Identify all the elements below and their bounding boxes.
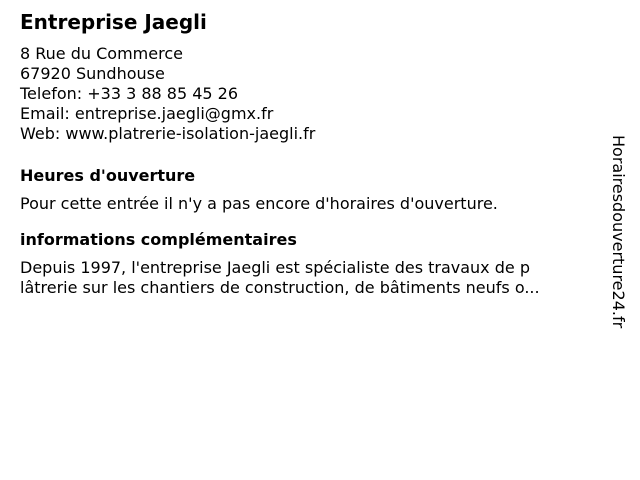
additional-info-line: lâtrerie sur les chantiers de construction, de bâtiments neufs o...: [20, 278, 540, 297]
opening-hours-line: Pour cette entrée il n'y a pas encore d'horaires d'ouverture.: [20, 194, 498, 213]
email-address: Email: entreprise.jaegli@gmx.fr: [20, 104, 274, 123]
website-address: Web: www.platrerie-isolation-jaegli.fr: [20, 124, 316, 143]
street-address: 8 Rue du Commerce: [20, 44, 183, 63]
additional-info-line: Depuis 1997, l'entreprise Jaegli est spécialiste des travaux de p: [20, 258, 530, 277]
phone-number: Telefon: +33 3 88 85 45 26: [20, 84, 239, 103]
address-block: [20, 44, 595, 144]
business-card: [20, 8, 595, 298]
city-postcode: 67920 Sundhouse: [20, 64, 165, 83]
opening-hours-text: [20, 194, 595, 214]
site-watermark: Horairesdouverture24.fr: [609, 135, 628, 329]
additional-info-heading: informations complémentaires: [20, 230, 297, 249]
opening-hours-heading: Heures d'ouverture: [20, 166, 196, 185]
additional-info-text: [20, 258, 595, 298]
business-name: Entreprise Jaegli: [20, 10, 207, 34]
